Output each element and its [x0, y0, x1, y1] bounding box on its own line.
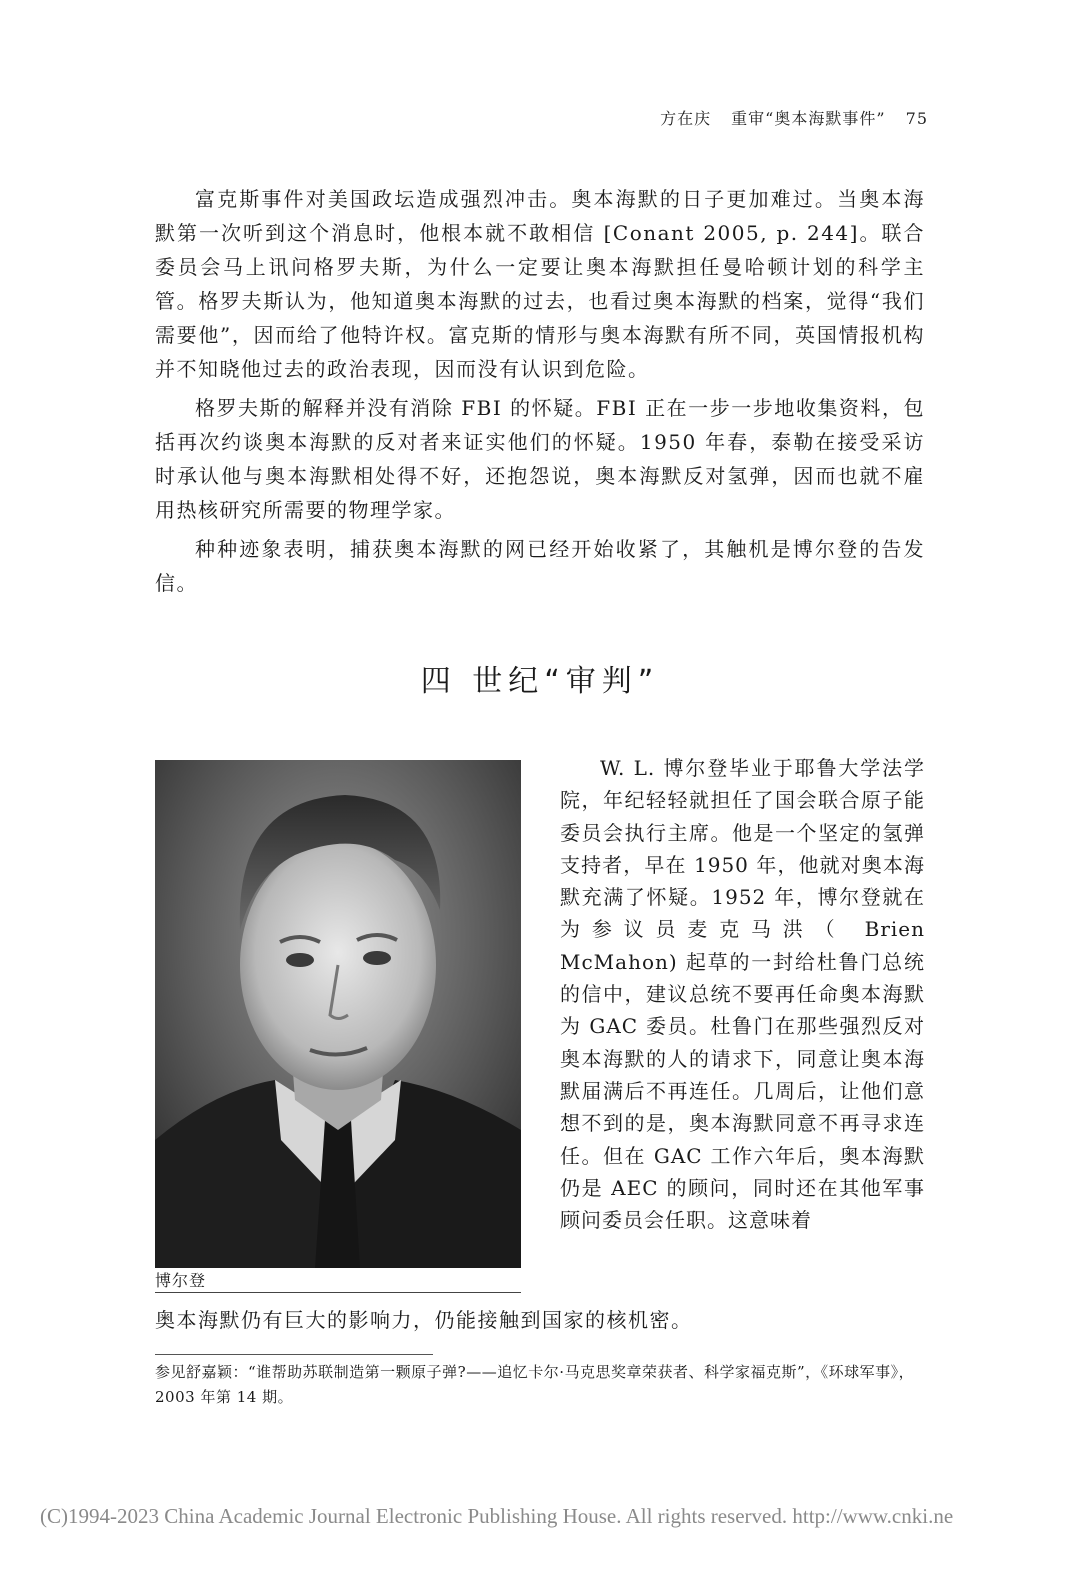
photo-caption: 博尔登 [155, 1271, 207, 1290]
copyright-watermark: (C)1994-2023 China Academic Journal Electronic Publishing House. All rights reserved. http://www.cnki.ne [40, 1504, 954, 1528]
header-article-title: 重审“奥本海默事件” [731, 109, 886, 128]
paragraph-3: 种种迹象表明，捕获奥本海默的网已经开始收紧了，其触机是博尔登的告发信。 [155, 537, 925, 595]
main-text [155, 182, 925, 605]
paragraph-4: W. L. 博尔登毕业于耶鲁大学法学院，年纪轻轻就担任了国会联合原子能委员会执行主席。他是一个坚定的氢弹支持者，早在 1950 年，他就对奥本海默充满了怀疑。1952 年，博尔登就在为参议员麦克马洪（ Brien McMahon) 起草的一封给杜鲁门总统的信中，建议总统不要再任命奥本海默为 GAC 委员。杜鲁门在那些强烈反对奥本海默的人的请求下，同意让奥本海默届满后不再连任。几周后，让他们意想不到的是，奥本海默同意不再寻求连任。但在 GAC 工作六年后，奥本海默仍是 AEC 的顾问，同时还在其他军事顾问委员会任职。这意味着 [560, 756, 925, 1233]
section-title: 四 世纪“审判” [420, 664, 660, 699]
running-header [646, 106, 928, 129]
footnote: 参见舒嘉颖：“谁帮助苏联制造第一颗原子弹?——追忆卡尔·马克思奖章荣获者、科学家福克斯”，《环球军事》，2003 年第 14 期。 [155, 1363, 915, 1406]
footnote-rule [155, 1354, 433, 1355]
portrait-photo [155, 760, 521, 1268]
header-author: 方在庆 [660, 109, 712, 128]
paragraph-2: 格罗夫斯的解释并没有消除 FBI 的怀疑。FBI 正在一步一步地收集资料，包括再次约谈奥本海默的反对者来证实他们的怀疑。1950 年春，泰勒在接受采访时承认他与奥本海默相处得不好，还抱怨说，奥本海默反对氢弹，因而也就不雇用热核研究所需要的物理学家。 [155, 396, 925, 522]
paragraph-1: 富克斯事件对美国政坛造成强烈冲击。奥本海默的日子更加难过。当奥本海默第一次听到这个消息时，他根本就不敢相信 [Conant 2005, p. 244]。联合委员会马上讯问格罗夫斯，为什么一定要让奥本海默担任曼哈顿计划的科学主管。格罗夫斯认为，他知道奥本海默的过去，也看过奥本海默的档案，觉得“我们需要他”，因而给了他特许权。富克斯的情形与奥本海默有所不同，英国情报机构并不知晓他过去的政治表现，因而没有认识到危险。 [155, 187, 925, 381]
paragraph-4-continuation: 奥本海默仍有巨大的影响力，仍能接触到国家的核机密。 [155, 1308, 693, 1332]
caption-rule [155, 1292, 521, 1293]
page-number: 75 [905, 109, 928, 128]
side-column-text [560, 752, 925, 1236]
